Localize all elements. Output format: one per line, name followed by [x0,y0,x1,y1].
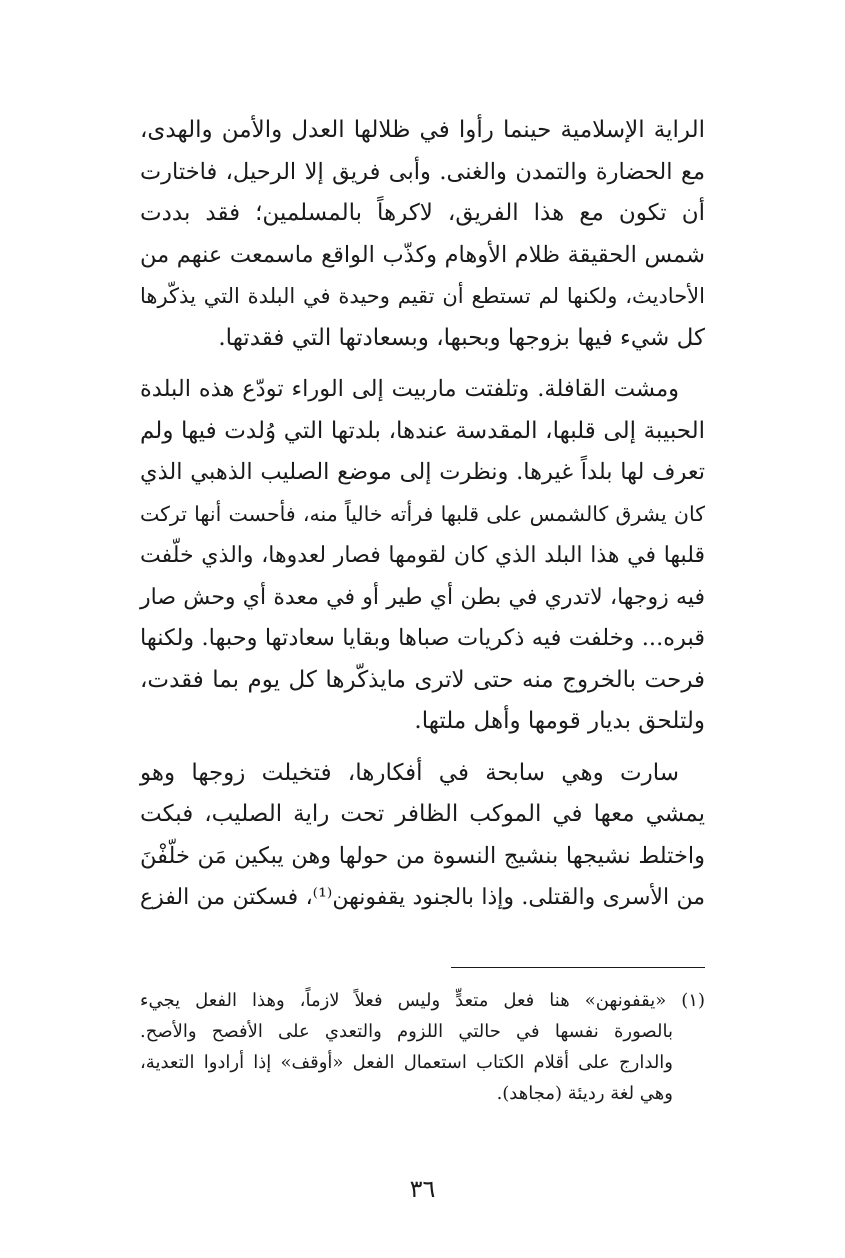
text-line: قبره... وخلفت فيه ذكريات صباها وبقايا سعادتها وحبها. ولكنها [140,625,705,651]
text-line: أن تكون مع هذا الفريق، لاكرهاً بالمسلمين؛ فقد بددت [140,200,705,226]
text-line: تعرف لها بلداً غيرها. ونظرت إلى موضع الصليب الذهبي الذي [140,459,705,485]
paragraph-3 [140,753,705,919]
body-text [140,110,705,929]
text-line: سارت وهي سابحة في أفكارها، فتخيلت زوجها وهو [140,759,679,786]
text-line: كان يشرق كالشمس على قلبها فرأته خالياً منه، فأحست أنها تركت [140,501,705,526]
footnote-line: بالصورة نفسها في حالتي اللزوم والتعدي على الأفصح والأصح. [140,1021,673,1042]
text-line: ولتلحق بديار قومها وأهل ملتها. [414,708,705,734]
footnote-separator [451,967,705,968]
text-line: فرحت بالخروج منه حتى لاترى مايذكّرها كل يوم بما فقدت، [140,666,705,693]
text-line: كل شيء فيها بزوجها وبحبها، وبسعادتها التي فقدتها. [218,324,705,351]
text-line: فيه زوجها، لاتدري في بطن أي طير أو في معدة أي وحش صار [140,584,705,610]
footnote-line: والدارج على أقلام الكتاب استعمال الفعل «أوقف» إذا أرادوا التعدية، [140,1052,673,1073]
page-number: ٣٦ [409,1175,436,1203]
footnote-line: وهي لغة رديئة (مجاهد). [496,1083,673,1104]
text-line: ومشت القافلة. وتلفتت ماربيت إلى الوراء تودّع هذه البلدة [140,376,679,402]
text-line: يمشي معها في الموكب الظافر تحت راية الصليب، فبكت [140,801,705,827]
text-line: مع الحضارة والتمدن والغنى. وأبى فريق إلا الرحيل، فاختارت [140,158,705,185]
text-line: من الأسرى والقتلى. وإذا بالجنود يقفونهن⁽¹⁾، فسكتن من الفزع [140,885,705,910]
text-line: الحبيبة إلى قلبها، المقدسة عندها، بلدتها التي وُلدت فيها ولم [140,417,705,444]
paragraph-1 [140,110,705,359]
text-line: شمس الحقيقة ظلام الأوهام وكذّب الواقع ماسمعت عنهم من [140,241,705,268]
text-line: واختلط نشيجها بنشيج النسوة من حولها وهن يبكين مَن خلّفْنَ [140,842,705,869]
paragraph-2 [140,369,705,743]
text-line: الأحاديث، ولكنها لم تستطع أن تقيم وحيدة في البلدة التي يذكّرها [140,284,705,308]
text-line: الراية الإسلامية حينما رأوا في ظلالها العدل والأمن والهدى، [140,117,705,143]
footnote [140,985,705,1109]
text-line: قلبها في هذا البلد الذي كان لقومها فصار لعدوها، والذي خلّفت [140,543,705,568]
footnote-line: (١) «يقفونهن» هنا فعل متعدٍّ وليس فعلاً لازماً، وهذا الفعل يجيء [140,990,705,1011]
